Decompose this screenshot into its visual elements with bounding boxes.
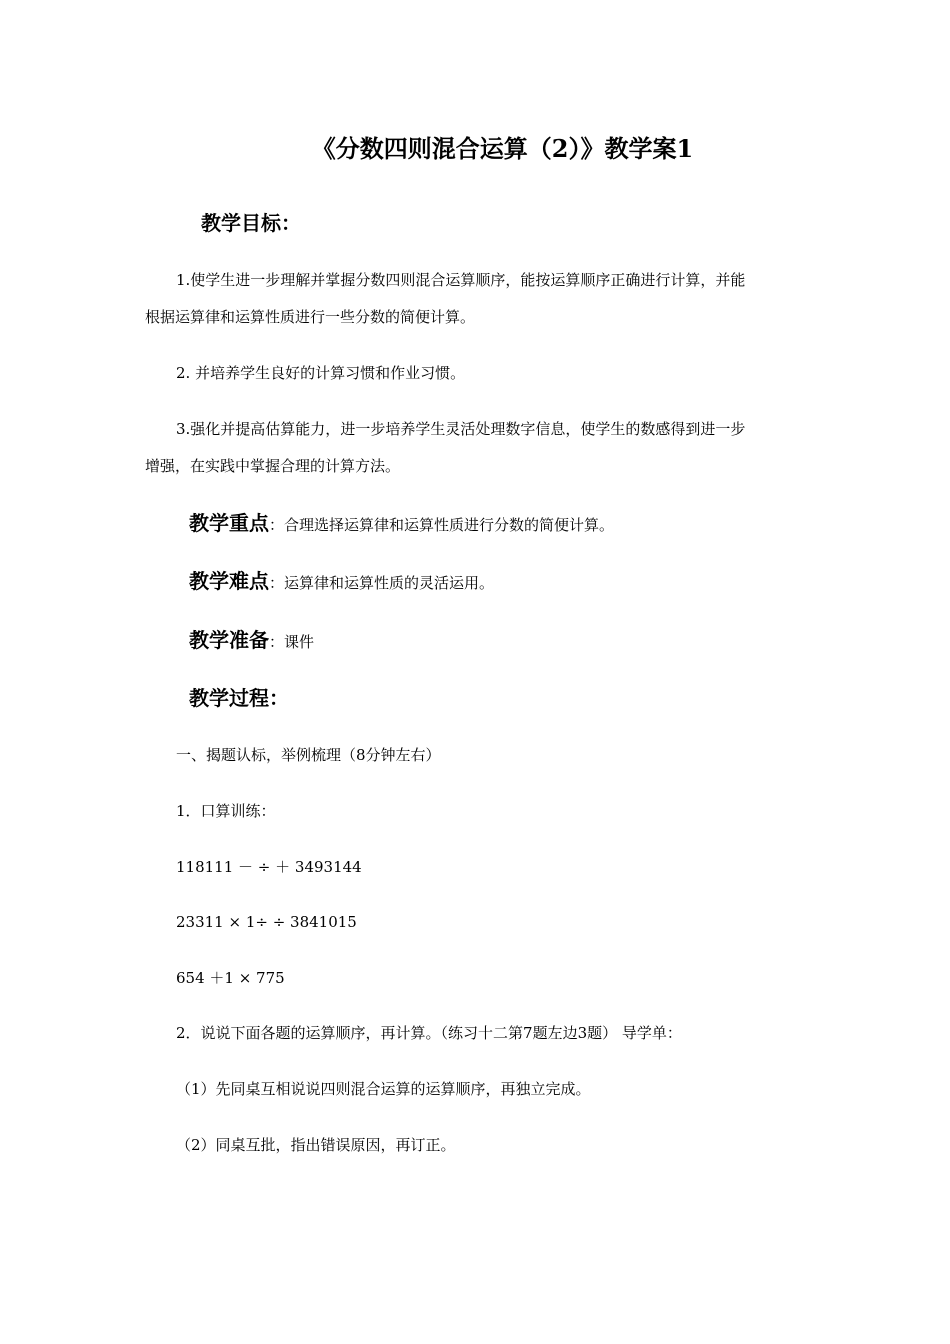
difficulty-label: 教学难点: [189, 569, 269, 593]
difficulty-text: ：运算律和运算性质的灵活运用。: [269, 574, 495, 592]
key-point-text: ：合理选择运算律和运算性质进行分数的简便计算。: [269, 516, 615, 534]
objective-3-line-2: 增强，在实践中掌握合理的计算方法。: [145, 457, 401, 475]
key-point-label: 教学重点: [189, 511, 269, 535]
difficulty-paragraph: [189, 568, 494, 596]
sub-item-1: （1）先同桌互相说说四则混合运算的运算顺序，再独立完成。: [176, 1080, 591, 1098]
calc-line-1: 118111 － ÷ ＋ 3493144: [176, 858, 362, 876]
item-2: 2．说说下面各题的运算顺序，再计算。（练习十二第7题左边3题） 导学单：: [176, 1024, 682, 1042]
objective-1-line-2: 根据运算律和运算性质进行一些分数的简便计算。: [145, 308, 476, 326]
process-heading: 教学过程：: [189, 686, 289, 710]
document-title: 《分数四则混合运算（2）》教学案1: [311, 134, 694, 163]
section-1-heading: 一、揭题认标，举例梳理（8分钟左右）: [176, 746, 441, 764]
objective-3-line-1: 3.强化并提高估算能力，进一步培养学生灵活处理数字信息，使学生的数感得到进一步: [176, 420, 746, 438]
calc-line-2: 23311 × 1÷ ÷ 3841015: [176, 913, 357, 931]
objectives-heading: 教学目标：: [201, 211, 301, 235]
preparation-label: 教学准备: [189, 628, 269, 652]
item-1: 1．口算训练：: [176, 802, 276, 820]
preparation-text: ：课件: [269, 633, 315, 651]
calc-line-3: 654 ＋1 × 775: [176, 969, 285, 987]
key-point-paragraph: [189, 510, 614, 538]
sub-item-2: （2）同桌互批，指出错误原因，再订正。: [176, 1136, 456, 1154]
objective-2: 2. 并培养学生良好的计算习惯和作业习惯。: [176, 364, 466, 382]
preparation-paragraph: [189, 627, 314, 655]
objective-1-line-1: 1.使学生进一步理解并掌握分数四则混合运算顺序，能按运算顺序正确进行计算，并能: [176, 271, 746, 289]
